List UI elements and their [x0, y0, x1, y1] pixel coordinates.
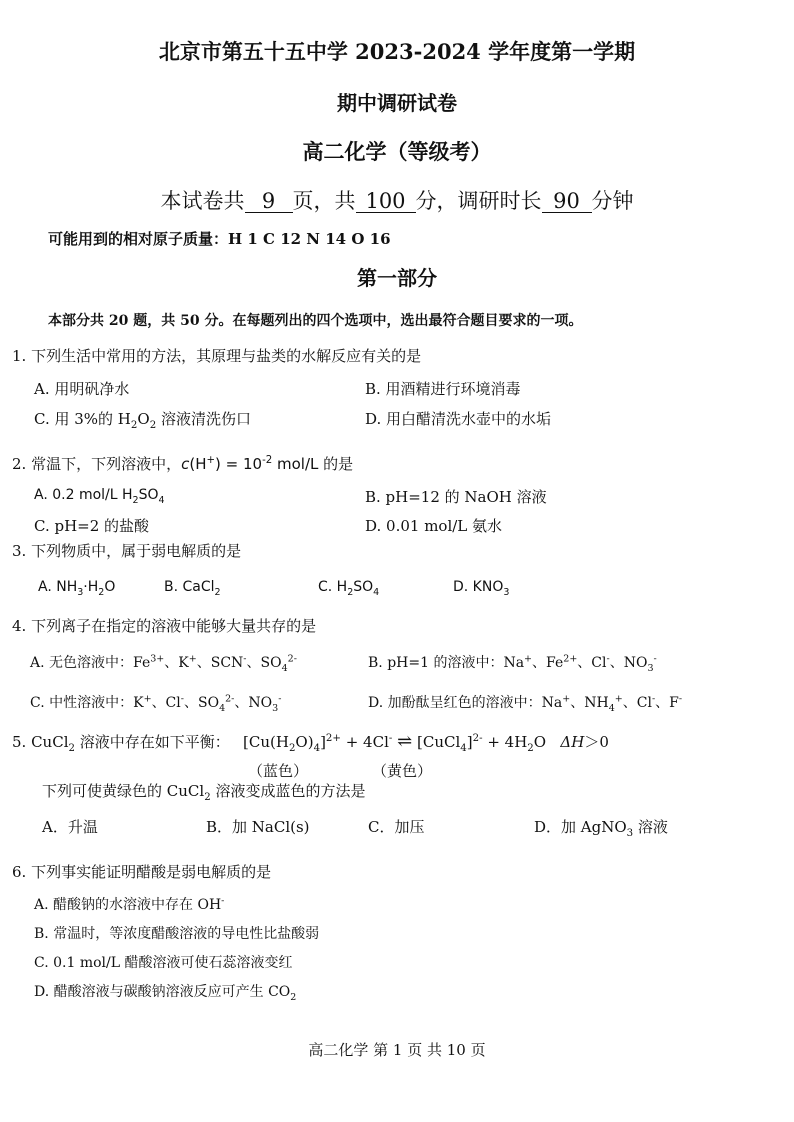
q3-option-c: C. $H_2SO_4$: [318, 579, 380, 598]
page-footer: 高二化学 第 1 页 共 10 页: [308, 1041, 486, 1059]
q4-option-a: A. 无色溶液中：$Fe^{3+}$、K+、SCN-、$SO_4^{2-}$: [30, 653, 297, 674]
q5-option-b: B．加 NaCl(s): [206, 818, 310, 836]
q4-option-d: D. 加酚酞呈红色的溶液中：Na+、$NH_4^+$、Cl-、F-: [368, 693, 683, 714]
q2-option-d: D. 0.01 mol/L 氨水: [365, 517, 503, 535]
section-title: 第一部分: [357, 266, 437, 290]
equilibrium-arrow: ⇌: [397, 731, 413, 752]
info-text-3: 分，调研时长: [415, 189, 542, 213]
subject-title: 高二化学（等级考）: [302, 139, 492, 164]
q6-option-b: B. 常温时，等浓度醋酸溶液的导电性比盐酸弱: [34, 926, 320, 942]
q2-option-b: B. pH=12 的 NaOH 溶液: [365, 488, 547, 506]
q1-option-a: A. 用明矾净水: [34, 380, 130, 398]
q3-option-a: A. $NH_3\cdot H_2O$: [38, 579, 116, 598]
q3-stem: 3. 下列物质中，属于弱电解质的是: [12, 542, 242, 560]
q1-option-c: C. 用 3%的 $H_2O_2$ 溶液清洗伤口: [34, 410, 251, 431]
q3-option-d: D. $KNO_3$: [453, 579, 510, 598]
total-score: 100: [356, 191, 416, 213]
q5-option-a: A．升温: [42, 818, 98, 836]
q4-option-b: B. pH=1 的溶液中：Na+、$Fe^{2+}$、Cl-、$NO_3^-$: [368, 653, 657, 674]
q4-option-c: C. 中性溶液中：K+、Cl-、$SO_4^{2-}$、$NO_3^-$: [30, 693, 282, 714]
section-instructions: 本部分共 20 题，共 50 分。在每题列出的四个选项中，选出最符合题目要求的一项。: [48, 313, 583, 329]
q2-option-c: C. pH=2 的盐酸: [34, 517, 150, 535]
q5-option-d: D．加 AgNO$_3$ 溶液: [534, 818, 668, 839]
q2-stem: 2. 常温下，下列溶液中，$c(H^+) = 10^{-2}$ mol/L 的是: [12, 455, 354, 473]
exam-info: [0, 185, 794, 215]
exam-minutes: 90: [542, 191, 592, 213]
q1-option-b: B. 用酒精进行环境消毒: [365, 380, 521, 398]
atomic-masses: 可能用到的相对原子质量：H 1 C 12 N 14 O 16: [48, 230, 391, 248]
q4-stem: 4. 下列离子在指定的溶液中能够大量共存的是: [12, 617, 317, 635]
q5-equation: $[Cu(H_2O)_4]^{2+} + 4Cl^-$ ⇌ [CuCl$_4$]$^{2-}$ + $4H_2O$ ΔH＞0: [243, 731, 609, 754]
info-text-4: 分钟: [591, 189, 634, 213]
q5-stem: 5. CuCl$_2$ 溶液中存在如下平衡：: [12, 733, 230, 754]
q5-sub-stem: 下列可使黄绿色的 CuCl$_2$ 溶液变成蓝色的方法是: [42, 782, 366, 803]
page-count: 9: [245, 191, 293, 213]
q5-label-yellow: （黄色）: [372, 762, 433, 780]
q2-option-a: A. 0.2 mol/L $H_2SO_4$: [34, 487, 165, 506]
q6-option-a: A. 醋酸钠的水溶液中存在 OH-: [34, 895, 225, 913]
info-text-2: 页，共: [292, 189, 356, 213]
q3-option-b: B. CaCl$_2$: [164, 579, 221, 598]
exam-title: 期中调研试卷: [337, 91, 457, 115]
q5-option-c: C．加压: [368, 818, 425, 836]
q5-label-blue: （蓝色）: [248, 762, 309, 780]
school-title: 北京市第五十五中学 2023-2024 学年度第一学期: [158, 39, 636, 64]
q6-stem: 6. 下列事实能证明醋酸是弱电解质的是: [12, 863, 272, 881]
q1-stem: 1. 下列生活中常用的方法，其原理与盐类的水解反应有关的是: [12, 347, 422, 365]
q6-option-c: C. 0.1 mol/L 醋酸溶液可使石蕊溶液变红: [34, 955, 293, 971]
q1-option-d: D. 用白醋清洗水壶中的水垢: [365, 410, 552, 428]
q6-option-d: D. 醋酸溶液与碳酸钠溶液反应可产生 $CO_2$: [34, 984, 297, 1003]
info-text-1: 本试卷共: [160, 189, 245, 213]
